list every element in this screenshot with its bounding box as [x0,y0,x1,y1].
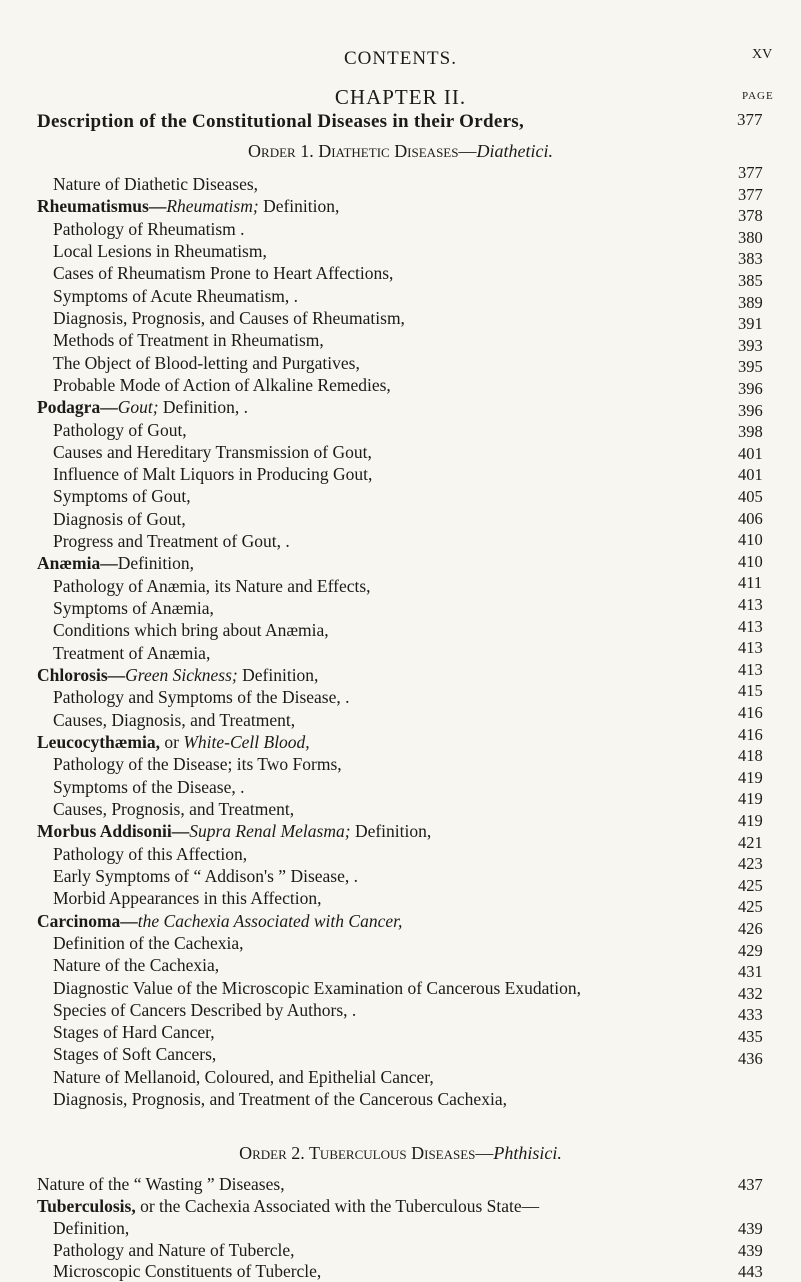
entry-bold-term: Morbus Addisonii— [37,821,190,842]
page-number: 405 [738,487,763,506]
toc-entry [37,196,339,216]
page-number: 413 [738,595,763,614]
page-number: 437 [738,1175,763,1194]
entry-text: Diagnosis, Prognosis, and Treatment of the Cancerous Cachexia, [53,1089,507,1110]
page-number: 377 [738,163,763,182]
page-number: 413 [738,659,763,679]
page-number: 443 [738,1262,763,1281]
order-2-heading [0,1143,801,1164]
toc-entry [53,1022,215,1042]
entry-text: Pathology of Anæmia, its Nature and Effects, [53,575,371,596]
page-number: 385 [738,271,763,290]
page-number: 425 [738,897,763,917]
page-number: 396 [738,400,763,420]
section-title: Description of the Constitutional Diseases in their Orders, [37,111,525,132]
entry-italic-term: Green Sickness; [125,665,238,686]
entry-text: Symptoms of Anæmia, [53,598,214,619]
toc-entry [53,464,372,484]
page-number: 401 [738,443,763,463]
entry-text: Local Lesions in Rheumatism, [53,240,267,261]
entry-text: Conditions which bring about Anæmia, [53,620,329,641]
entry-text: Probable Mode of Action of Alkaline Remedies, [53,374,391,395]
entry-text: Definition, . [158,397,248,418]
toc-entry [53,375,391,395]
page-number: 406 [738,508,763,528]
entry-bold-term: Tuberculosis, [37,1196,136,1216]
toc-entry [37,732,310,752]
toc-entry [53,330,324,350]
running-header-page-numeral: XV [752,47,773,62]
entry-text: Treatment of Anæmia, [53,642,211,663]
order-1-italic: Diathetici. [476,141,553,161]
entry-italic-term: White-Cell Blood, [183,732,310,752]
entry-text: Pathology and Symptoms of the Disease, . [53,687,350,708]
order-1-heading [0,141,801,162]
page-number: 383 [738,249,763,269]
page-number: 433 [738,1005,763,1025]
entry-bold-term: Rheumatismus— [37,196,167,217]
entry-text: Microscopic Constituents of Tubercle, [53,1261,322,1281]
entry-text: Pathology of the Disease; its Two Forms, [53,754,342,775]
entry-text: Species of Cancers Described by Authors, . [53,999,357,1020]
entry-text: Nature of Mellanoid, Coloured, and Epithelial Cancer, [53,1066,434,1087]
entry-text: Methods of Treatment in Rheumatism, [53,330,324,351]
page-number: 395 [738,357,763,377]
entry-text: Symptoms of Acute Rheumatism, . [53,285,298,306]
entry-text: Causes, Prognosis, and Treatment, [53,798,295,819]
toc-entry [53,486,191,506]
page-number: 416 [738,703,763,722]
page-number: 419 [738,789,763,809]
page-number: 435 [738,1027,763,1046]
toc-entry [53,955,219,975]
entry-text: Nature of the “ Wasting ” Diseases, [37,1174,285,1194]
page-number: 439 [738,1241,763,1260]
entry-text: Diagnostic Value of the Microscopic Examination of Cancerous Exudation, [53,977,581,998]
toc-entry [53,286,298,306]
toc-entry [37,1174,285,1194]
page-number: 393 [738,335,763,355]
page-number: 423 [738,854,763,874]
toc-entry [53,509,186,529]
order-2-title: Order 2. Tuberculous Diseases— [239,1143,494,1163]
entry-text: Definition of the Cachexia, [53,932,244,953]
toc-entry [37,911,402,931]
entry-text: Nature of the Cachexia, [53,955,220,976]
toc-entry [53,531,290,551]
entry-text: Morbid Appearances in this Affection, [53,888,322,909]
toc-entry [53,844,247,864]
page-number: 401 [738,465,763,485]
page-number: 389 [738,292,763,312]
toc-entry [53,866,358,886]
toc-entry [53,978,581,998]
page-number: 396 [738,379,763,398]
toc-entry [37,665,318,685]
section-page-number: 377 [737,110,763,129]
entry-italic-term: the Cachexia Associated with Cancer, [137,910,403,931]
entry-text: Definition, [117,553,195,574]
entry-bold-term: Leucocythæmia, [37,732,160,752]
toc-entry [53,1218,129,1238]
toc-entry [53,1067,434,1087]
entry-bold-term: Chlorosis— [37,665,126,686]
page-number: 411 [738,573,763,593]
toc-entry [53,754,342,774]
toc-entry [53,219,245,239]
toc-entry [53,1044,216,1064]
entry-italic-term: Supra Renal Melasma; [189,821,351,842]
entry-text: or the Cachexia Associated with the Tuberculous State— [135,1196,540,1216]
toc-entry [53,174,258,194]
toc-entry [53,1240,295,1260]
order-2-italic: Phthisici. [493,1143,562,1163]
toc-entry [53,799,294,819]
page-number: 410 [738,551,763,571]
entry-italic-term: Gout; [117,397,159,418]
chapter-heading: CHAPTER II. [334,85,467,109]
running-header-title: CONTENTS. [344,48,457,69]
entry-text: Pathology of Gout, [53,419,187,440]
toc-entry [53,308,405,328]
page-number: 419 [738,811,763,830]
toc-entry [53,241,267,261]
entry-bold-term: Podagra— [37,397,118,418]
entry-text: Symptoms of Gout, [53,486,191,507]
page-number: 432 [738,983,763,1003]
toc-entry [53,263,393,283]
toc-entry [37,821,431,841]
entry-text: Pathology and Nature of Tubercle, [53,1240,295,1260]
toc-entry [53,620,329,640]
page-number: 431 [738,962,763,982]
page-number: 410 [738,530,763,550]
page-number: 429 [738,940,763,960]
entry-text: Early Symptoms of “ Addison's ” Disease, . [53,865,358,886]
entry-text: Cases of Rheumatism Prone to Heart Affections, [53,263,394,284]
entry-text: Definition, [258,196,340,217]
toc-entry [37,553,194,573]
entry-text: Influence of Malt Liquors in Producing Gout, [53,464,373,485]
page-number: 398 [738,422,763,442]
entry-italic-term: Rheumatism; [166,196,259,217]
toc-entry [53,687,350,707]
entry-text: Stages of Hard Cancer, [53,1022,215,1043]
entry-text: Definition, [350,821,432,842]
toc-entry [53,1000,356,1020]
toc-entry [53,598,214,618]
page-number: 436 [738,1048,763,1068]
entry-text: Diagnosis of Gout, [53,508,186,529]
entry-text: Pathology of this Affection, [53,843,248,864]
page-number: 377 [738,184,763,204]
entry-text: Causes and Hereditary Transmission of Gout, [53,441,372,462]
page-number: 425 [738,875,763,895]
entry-text: The Object of Blood-letting and Purgatives, [53,352,360,373]
toc-entry [53,353,360,373]
entry-text: Stages of Soft Cancers, [53,1044,217,1065]
toc-entry [53,576,371,596]
toc-entry [37,1196,539,1216]
entry-text: Causes, Diagnosis, and Treatment, [53,709,296,730]
toc-entry [53,420,187,440]
entry-text: or [159,732,184,752]
entry-text: Nature of Diathetic Diseases, [53,174,259,194]
page-column-label: PAGE [742,90,774,102]
toc-entry [53,643,210,663]
page-number: 413 [738,616,763,636]
entry-text: Progress and Treatment of Gout, . [53,531,290,552]
page-number: 419 [738,767,763,787]
toc-entry [53,1261,321,1281]
page-number: 421 [738,832,763,852]
toc-entry [53,933,244,953]
page-number: 416 [738,724,763,744]
entry-text: Definition, [53,1218,130,1238]
page-number: 426 [738,919,763,938]
toc-entry [53,710,295,730]
page-number: 391 [738,314,763,334]
entry-bold-term: Anæmia— [37,553,118,574]
entry-text: Pathology of Rheumatism . [53,218,245,239]
page-number: 413 [738,638,763,658]
page-number: 415 [738,681,763,701]
entry-text: Definition, [237,665,319,686]
order-1-title: Order 1. Diathetic Diseases— [248,141,477,161]
page-number: 439 [738,1219,763,1238]
page-number: 378 [738,206,763,226]
toc-entry [53,442,372,462]
page-number: 380 [738,227,763,247]
toc-entry [53,777,245,797]
entry-text: Symptoms of the Disease, . [53,776,245,797]
toc-entry [37,397,248,417]
toc-entry [53,888,321,908]
toc-entry [53,1089,507,1109]
entry-text: Diagnosis, Prognosis, and Causes of Rheumatism, [53,307,405,328]
entry-bold-term: Carcinoma— [37,910,138,931]
page-number: 418 [738,746,763,766]
